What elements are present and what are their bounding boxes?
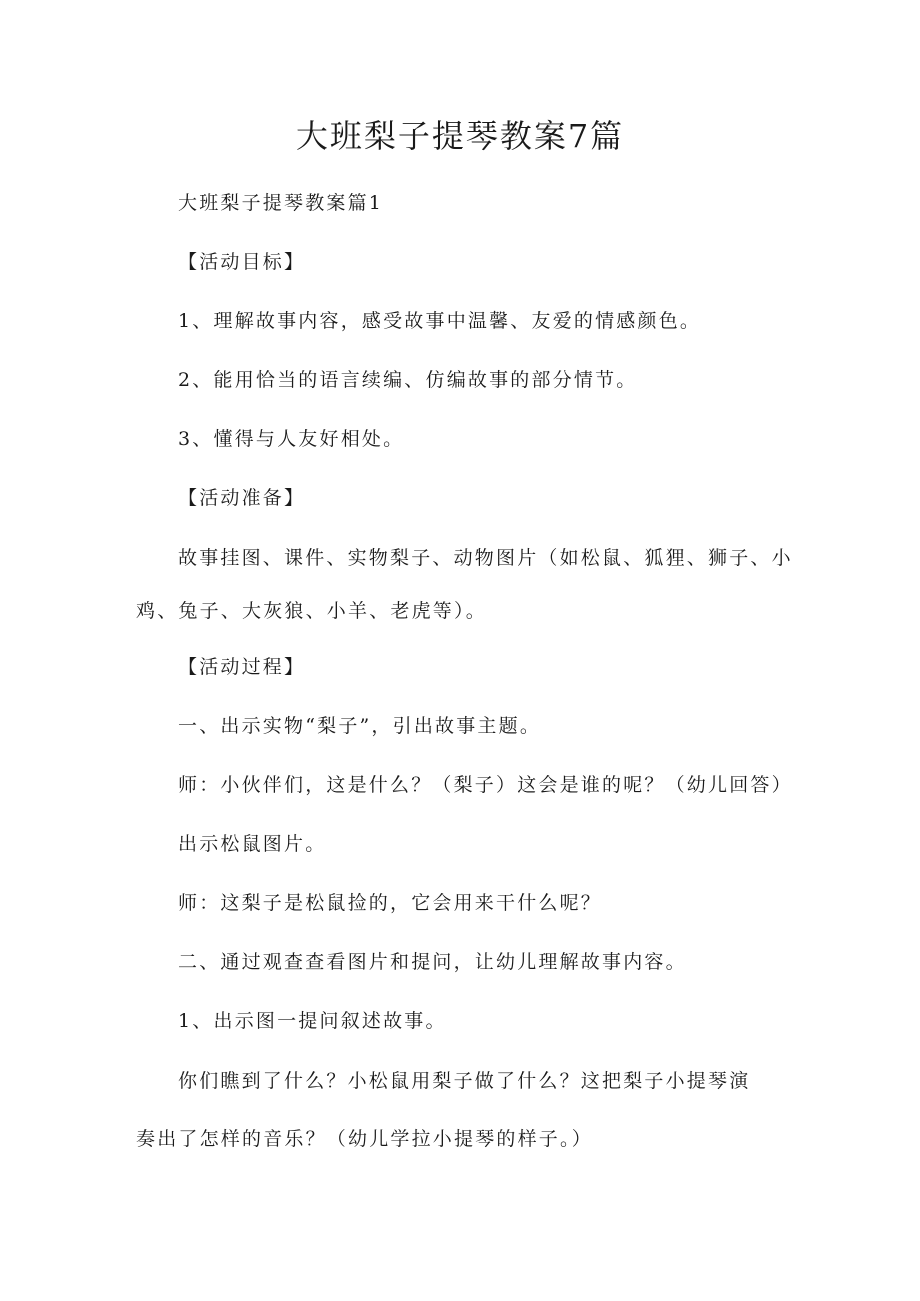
dialogue-2: 师：这梨子是松鼠捡的，它会用来干什么呢？ [178, 892, 603, 914]
question-line-2: 奏出了怎样的音乐？（幼儿学拉小提琴的样子。） [136, 1128, 593, 1150]
question-line-1: 你们瞧到了什么？小松鼠用梨子做了什么？这把梨子小提琴演 [178, 1070, 751, 1092]
prep-text-line-1: 故事挂图、课件、实物梨子、动物图片（如松鼠、狐狸、狮子、小 [178, 547, 793, 569]
prep-text-line-2: 鸡、兔子、大灰狼、小羊、老虎等）。 [136, 600, 487, 622]
show-squirrel-text: 出示松鼠图片。 [178, 833, 327, 855]
prep-heading: 【活动准备】 [178, 487, 306, 509]
goal-item-2: 2、能用恰当的语言续编、仿编故事的部分情节。 [178, 369, 638, 391]
goal-heading: 【活动目标】 [178, 251, 306, 273]
substep-1: 1、出示图一提问叙述故事。 [178, 1010, 447, 1032]
step-1: 一、出示实物“梨子”，引出故事主题。 [178, 715, 542, 737]
process-heading: 【活动过程】 [178, 656, 306, 678]
step-2: 二、通过观查查看图片和提问，让幼儿理解故事内容。 [178, 951, 687, 973]
dialogue-1: 师：小伙伴们，这是什么？（梨子）这会是谁的呢？（幼儿回答） [178, 774, 793, 796]
section-heading: 大班梨子提琴教案篇1 [178, 192, 384, 214]
goal-item-1: 1、理解故事内容，感受故事中温馨、友爱的情感颜色。 [178, 310, 702, 332]
goal-item-3: 3、懂得与人友好相处。 [178, 428, 405, 450]
document-title: 大班梨子提琴教案7篇 [295, 117, 625, 155]
